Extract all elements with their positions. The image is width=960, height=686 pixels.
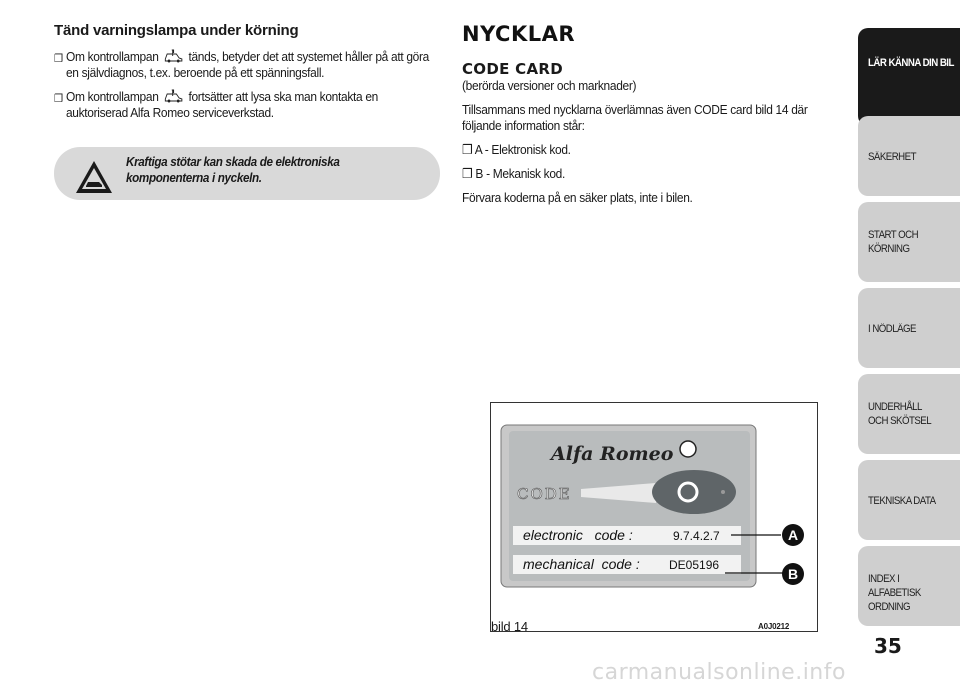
- figure-caption: bild 14: [491, 619, 528, 634]
- bullet-text-start: Om kontrollampan: [65, 89, 159, 104]
- tab-index-i-alfabetisk-ordning[interactable]: [858, 546, 960, 626]
- subsection-title: CODE CARD: [462, 60, 563, 78]
- subsection-note: (berörda versioner och marknader): [462, 78, 637, 93]
- tab-label: SÄKERHET: [868, 151, 916, 163]
- tab-label: UNDERHÅLL OCH SKÖTSEL: [868, 401, 932, 427]
- watermark: carmanualsonline.info: [592, 660, 846, 685]
- checkbox-bullet-icon: ❒: [54, 53, 63, 65]
- list-item: [462, 142, 841, 158]
- intro-paragraph: Tillsammans med nycklarna överlämnas även CODE card bild 14 där följande information står:: [462, 102, 808, 133]
- list-item-text: A - Elektronisk kod.: [474, 142, 571, 157]
- bullet-item: [54, 49, 440, 81]
- immobilizer-car-key-icon: [163, 89, 183, 103]
- mechanical-code-value: DE05196: [669, 558, 720, 572]
- page-number: 35: [874, 634, 902, 658]
- warning-section: [54, 22, 440, 129]
- code-card-figure: [490, 402, 818, 632]
- section-title: NYCKLAR: [462, 22, 576, 46]
- warning-triangle-icon: [74, 159, 114, 195]
- tab-lar-kanna-din-bil[interactable]: [858, 28, 960, 126]
- tab-i-nodlage[interactable]: [858, 288, 960, 368]
- callout-b-label: B: [787, 566, 799, 582]
- callout-a-label: A: [787, 527, 799, 543]
- brand-emblem-icon: [680, 441, 696, 457]
- keys-section: [462, 22, 842, 206]
- electronic-code-label: electronic code :: [523, 527, 633, 543]
- list-item-text: B - Mekanisk kod.: [475, 166, 565, 181]
- electronic-code-value: 9.7.4.2.7: [673, 529, 720, 543]
- bullet-text-start: Om kontrollampan: [65, 49, 159, 64]
- tab-underhall-och-skotsel[interactable]: [858, 374, 960, 454]
- code-label: CODE: [517, 485, 572, 503]
- tab-label: INDEX I ALFABETISK ORDNING: [868, 573, 921, 613]
- list-item: [462, 166, 841, 182]
- tab-tekniska-data[interactable]: [858, 460, 960, 540]
- tab-start-och-korning[interactable]: [858, 202, 960, 282]
- brand-logo: Alfa Romeo: [551, 443, 674, 465]
- bullet-item: [54, 89, 440, 121]
- storage-note: Förvara koderna på en säker plats, inte i bilen.: [462, 190, 693, 205]
- bullet-text-end: fortsätter att lysa ska man kontakta en auktoriserad Alfa Romeo serviceverkstad.: [65, 89, 378, 120]
- checkbox-bullet-icon: ❒: [462, 142, 475, 157]
- code-card-illustration: [491, 403, 817, 631]
- tab-label: I NÖDLÄGE: [868, 323, 916, 335]
- tab-sakerhet[interactable]: [858, 116, 960, 196]
- figure-reference-code: A0J0212: [758, 622, 790, 631]
- immobilizer-car-key-icon: [163, 49, 183, 63]
- caution-text: Kraftiga stötar kan skada de elektroniska komponenterna i nyckeln.: [126, 154, 340, 185]
- checkbox-bullet-icon: ❒: [54, 93, 63, 105]
- tab-label: TEKNISKA DATA: [868, 495, 936, 507]
- tab-label: LÄR KÄNNA DIN BIL: [868, 57, 954, 69]
- bullet-text-end: tänds, betyder det att systemet håller på att göra en självdiagnos, t.ex. beroende på ett spänningsfall.: [65, 49, 429, 80]
- caution-box: [54, 147, 440, 200]
- warning-heading: Tänd varningslampa under körning: [54, 22, 299, 39]
- mechanical-code-label: mechanical code :: [523, 556, 640, 572]
- checkbox-bullet-icon: ❒: [462, 166, 476, 181]
- tab-label: START OCH KÖRNING: [868, 229, 919, 255]
